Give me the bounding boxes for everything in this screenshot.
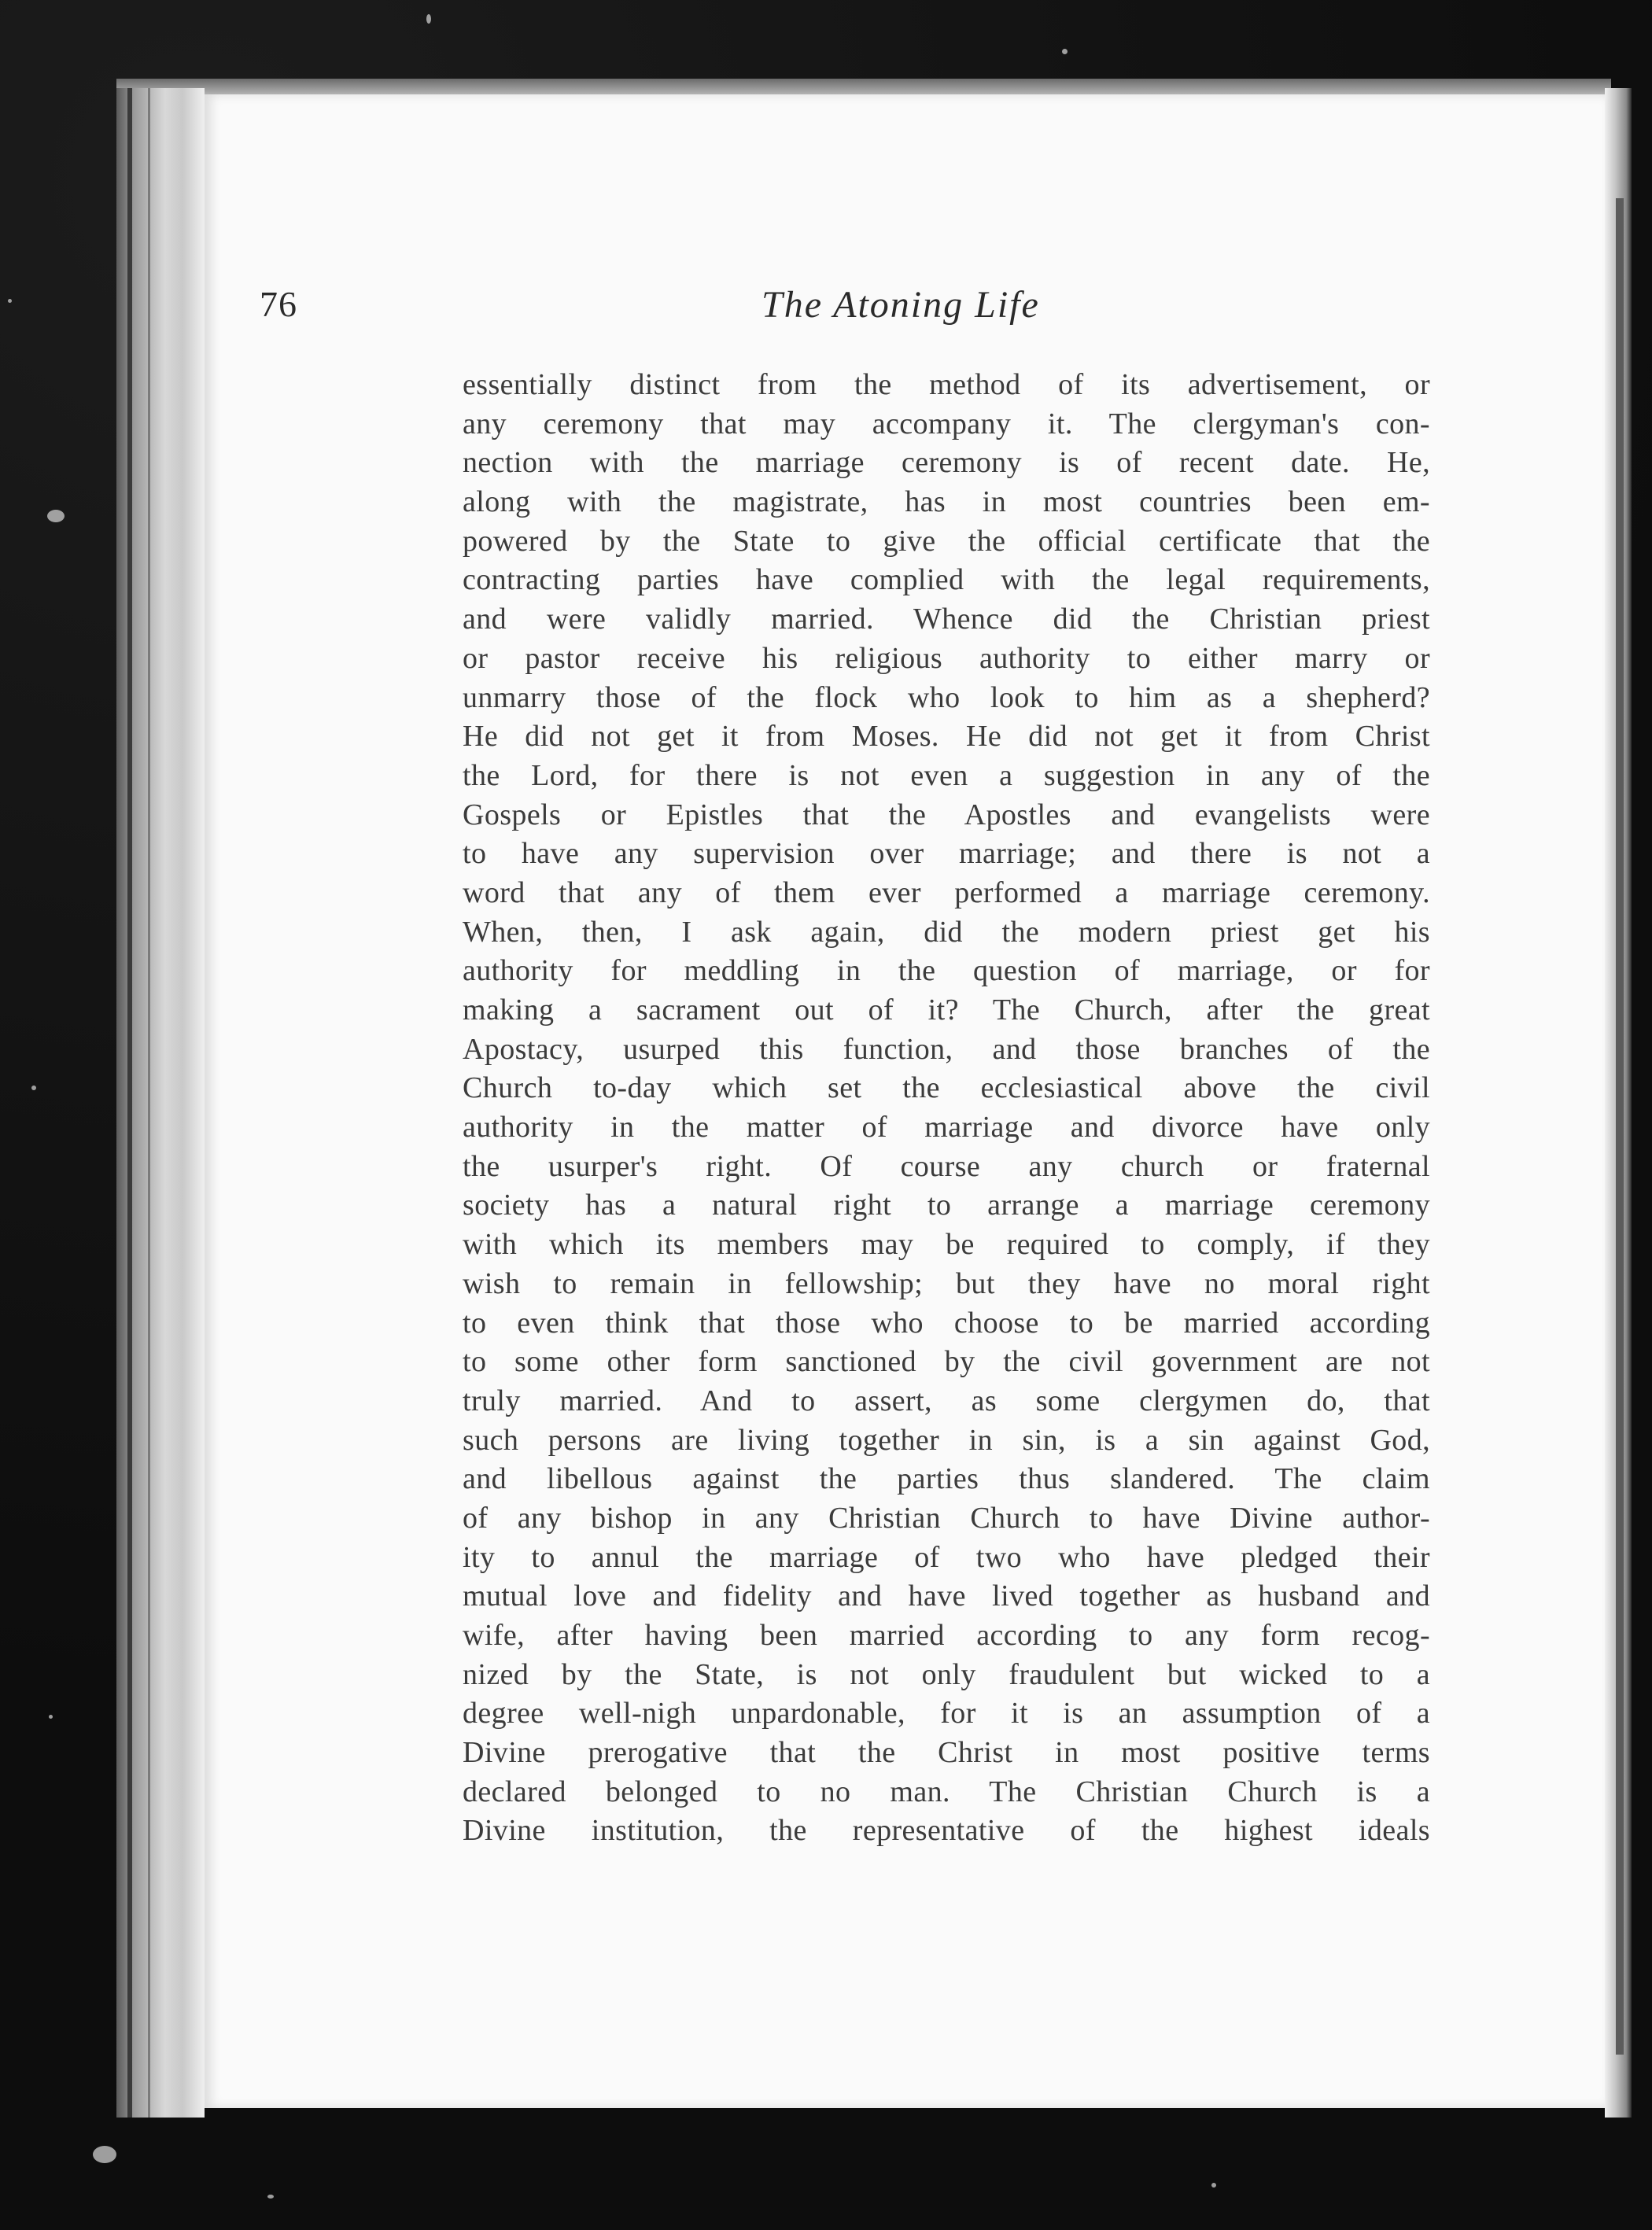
dust-speck <box>49 1715 53 1719</box>
text-line: to have any supervision over marriage; and there is not a <box>463 837 1430 871</box>
text-line: essentially distinct from the method of its advertisement, or <box>463 368 1430 401</box>
text-line: Divine institution, the representative of the highest ideals <box>463 1814 1430 1848</box>
text-line: the usurper's right. Of course any church or fraternal <box>463 1149 1430 1183</box>
book-spine-edge <box>116 88 205 2118</box>
text-line: Apostacy, usurped this function, and those branches of the <box>463 1032 1430 1066</box>
body-text <box>463 366 1430 1851</box>
text-line: authority for meddling in the question of marriage, or for <box>463 954 1430 988</box>
text-line: word that any of them ever performed a marriage ceremony. <box>463 875 1430 909</box>
text-line: to some other form sanctioned by the civil government are not <box>463 1345 1430 1379</box>
text-line: and libellous against the parties thus slandered. The claim <box>463 1462 1430 1496</box>
text-line: truly married. And to assert, as some clergymen do, that <box>463 1384 1430 1417</box>
page-number: 76 <box>260 284 297 324</box>
dust-speck <box>426 14 431 24</box>
text-line: declared belonged to no man. The Christian Church is a <box>463 1775 1430 1808</box>
page-right-edge <box>1605 88 1632 2118</box>
text-line: or pastor receive his religious authority to either marry or <box>463 641 1430 675</box>
dust-speck <box>93 2146 116 2163</box>
text-line: He did not get it from Moses. He did not get it from Christ <box>463 720 1430 754</box>
text-line: wish to remain in fellowship; but they have no moral right <box>463 1266 1430 1300</box>
text-line: of any bishop in any Christian Church to have Divine author- <box>463 1501 1430 1535</box>
text-line: and were validly married. Whence did the Christian priest <box>463 603 1430 636</box>
text-line: Divine prerogative that the Christ in most positive terms <box>463 1736 1430 1770</box>
text-line: wife, after having been married according to any form recog- <box>463 1619 1430 1652</box>
text-line: unmarry those of the flock who look to him as a shepherd? <box>463 680 1430 714</box>
running-head <box>260 189 1432 326</box>
dust-speck <box>31 1086 36 1090</box>
text-line: with which its members may be required to comply, if they <box>463 1228 1430 1262</box>
text-line: authority in the matter of marriage and divorce have only <box>463 1111 1430 1144</box>
text-line: any ceremony that may accompany it. The clergyman's con- <box>463 407 1430 440</box>
text-line: to even think that those who choose to be married according <box>463 1306 1430 1340</box>
text-line: Church to-day which set the ecclesiastical above the civil <box>463 1071 1430 1105</box>
text-line: ity to annul the marriage of two who have pledged their <box>463 1540 1430 1574</box>
text-line: society has a natural right to arrange a marriage ceremony <box>463 1189 1430 1222</box>
dust-speck <box>1211 2183 1216 2188</box>
text-line: degree well-nigh unpardonable, for it is an assumption of a <box>463 1697 1430 1731</box>
text-line: Gospels or Epistles that the Apostles and evangelists were <box>463 798 1430 831</box>
text-line: nized by the State, is not only fraudulent but wicked to a <box>463 1657 1430 1691</box>
running-title: The Atoning Life <box>761 284 1040 326</box>
text-line: nection with the marriage ceremony is of recent date. He, <box>463 446 1430 480</box>
text-line: such persons are living together in sin, is a sin against God, <box>463 1423 1430 1457</box>
text-line: making a sacrament out of it? The Church, after the great <box>463 993 1430 1027</box>
dust-speck <box>267 2195 274 2199</box>
dust-speck <box>47 510 65 522</box>
text-line: along with the magistrate, has in most countries been em- <box>463 485 1430 519</box>
text-line: contracting parties have complied with the legal requirements, <box>463 563 1430 597</box>
dust-speck <box>1062 49 1068 54</box>
text-line: powered by the State to give the official certificate that the <box>463 524 1430 558</box>
text-line: the Lord, for there is not even a suggestion in any of the <box>463 758 1430 792</box>
dust-speck <box>8 299 12 303</box>
text-line: mutual love and fidelity and have lived together as husband and <box>463 1579 1430 1613</box>
text-line: When, then, I ask again, did the modern priest get his <box>463 915 1430 949</box>
